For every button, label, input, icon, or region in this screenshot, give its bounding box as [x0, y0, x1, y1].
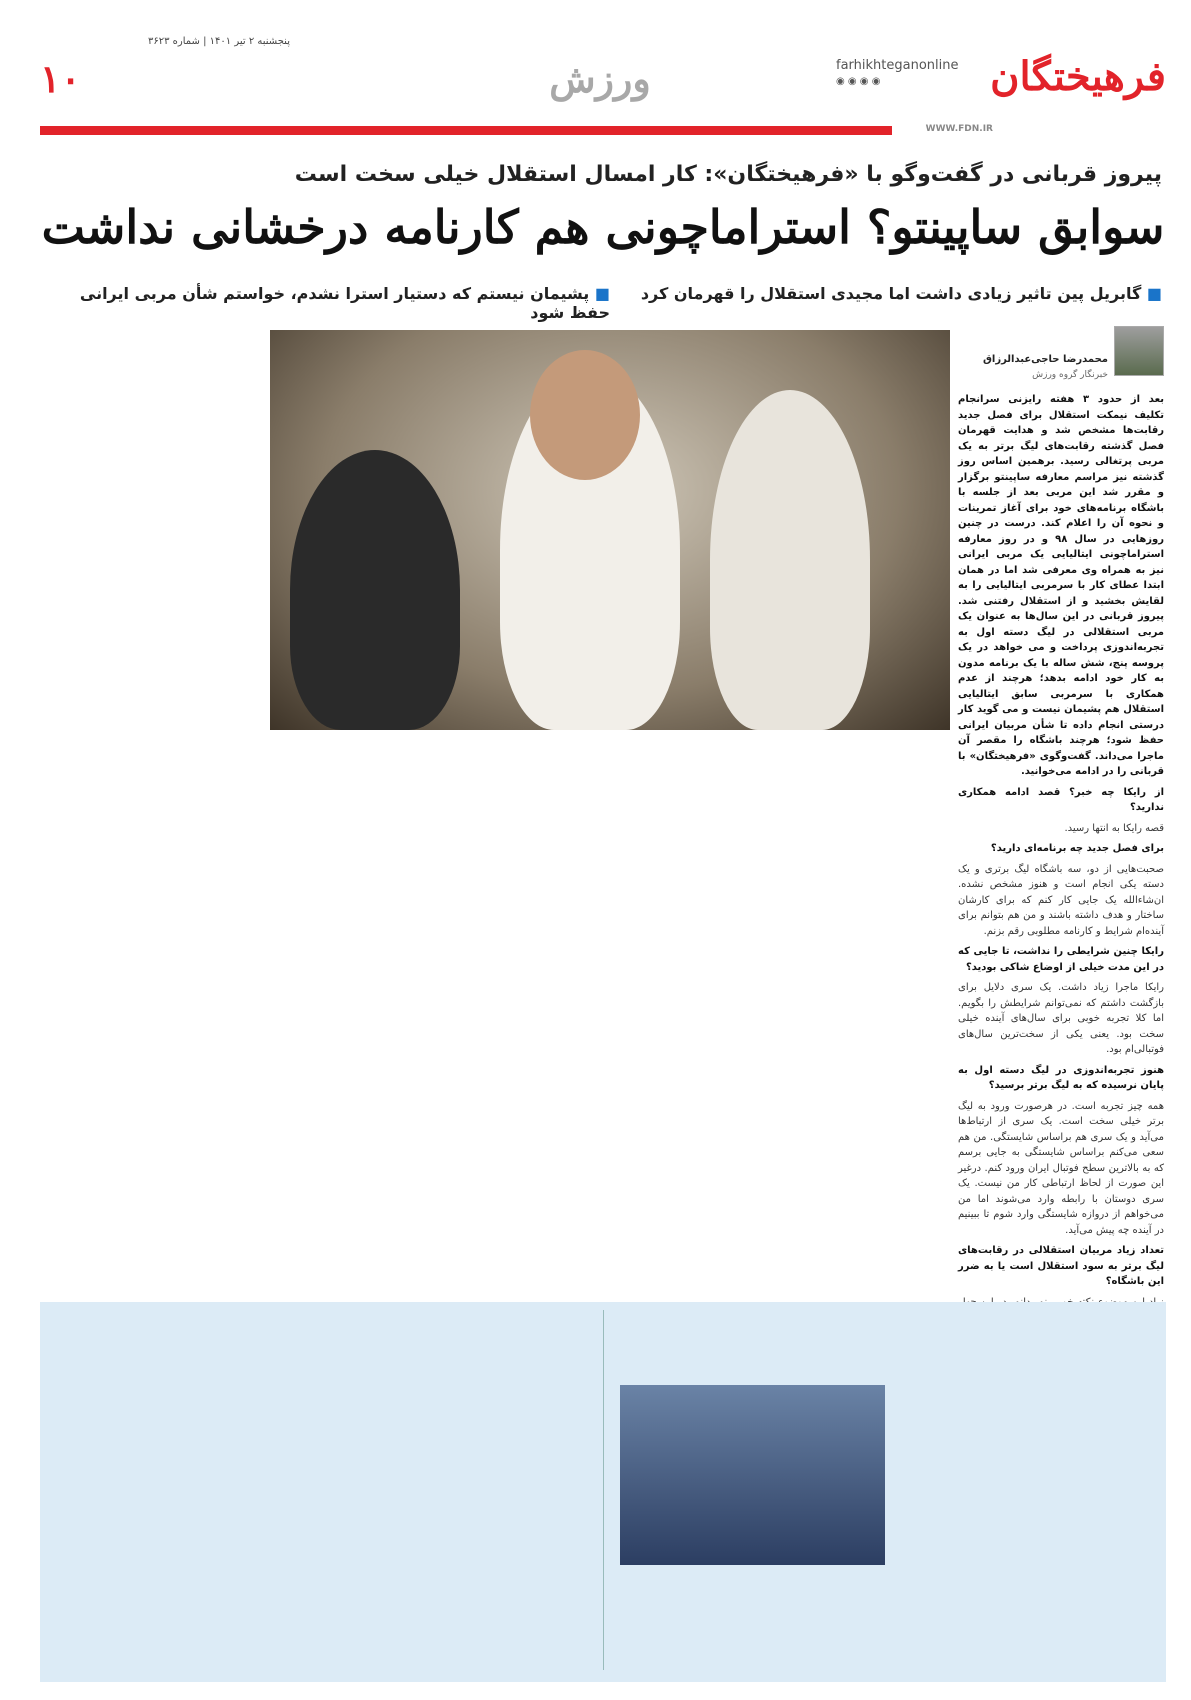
bullet-icon: ■ — [1141, 284, 1162, 303]
web-url: WWW.FDN.IR — [925, 124, 993, 134]
author-role: خبرنگار گروه ورزش — [1032, 370, 1108, 380]
lead-paragraph: بعد از حدود ۳ هفته رایزنی سرانجام تکلیف نیمکت استقلال برای فصل جدید رقابت‌ها مشخص شد و هدایت قهرمان فصل گذشته رقابت‌های لیگ برتر به یک مربی پرتغالی رسید. برهمین اساس روز گذشته نیز مراسم معارفه ساپینتو برگزار و مقرر شد این مربی بعد از جلسه با باشگاه برنامه‌های خود برای آغاز تمرینات و نحوه آن را اعلام کند. درست در چنین روزهایی در سال ۹۸ و در روز معارفه استراماچونی ایتالیایی یک مربی ایرانی نیز به همراه وی معرفی شد اما در همان ابتدا عطای کار با سرمربی ایتالیایی را به لقایش بخشید و از استقلال رفتنی شد. پیروز قربانی در این سال‌ها به عنوان یک مربی استقلالی در لیگ دسته اول به تجربه‌اندوزی پرداخت و می خواهد در یک پروسه پنج، شش ساله با یک برنامه مدون به کار خود ادامه بدهد؛ هرچند از عدم همکاری با سرمربی سابق ایتالیایی استقلال هم پشیمان نیست و می گوید کار درستی انجام داده تا شأن مربیان ایرانی حفظ شود؛ هرچند باشگاه را مقصر آن ماجرا می‌داند. گفت‌وگوی «فرهیختگان» با قربانی را در ادامه می‌خوانید. — [958, 394, 1164, 777]
page-number: ۱۰ — [40, 56, 81, 101]
photo-figure — [530, 350, 640, 480]
article-headline: سوابق ساپینتو؟ استراماچونی هم کارنامه درخشانی نداشت — [41, 200, 1165, 254]
question: از رایکا چه خبر؟ قصد ادامه همکاری ندارید؟ — [958, 786, 1164, 813]
main-photo — [270, 330, 950, 730]
answer: صحبت‌هایی از دو، سه باشگاه لیگ برتری و یک دسته یکی انجام است و هنوز مشخص نشده. ان‌شاءالله یک جایی کار کنم که برای کارشان ساختار و هدف داشته باشند و من هم بتوانم برای آینده‌ام شرایط و کارنامه مطلوبی رقم بزنم. — [958, 863, 1164, 937]
dateline: پنجشنبه ۲ تیر ۱۴۰۱ | شماره ۳۶۲۳ — [148, 36, 290, 47]
answer: همه چیز تجربه است. در هرصورت ورود به لیگ برتر خیلی سخت است. یک سری از ارتباط‌ها می‌آید و یک سری هم براساس شایستگی. من هم سعی می‌کنم براساس شایستگی به جایی برسم که به بالاترین سطح فوتبال ایران ورود کنم. درغیر این صورت از لحاظ ارتباطی کار من نیست. یک سری دوستان با رابطه وارد می‌شوند اما من می‌خواهم از دروازه شایستگی وارد شوم تا ببینیم در آینده چه پیش می‌آید. — [958, 1100, 1164, 1236]
author-photo — [1114, 326, 1164, 376]
photo-figure — [710, 390, 870, 730]
article-kicker: پیروز قربانی در گفت‌وگو با «فرهیختگان»: کار امسال استقلال خیلی سخت است — [294, 162, 1162, 187]
bottom-divider — [603, 1310, 604, 1670]
answer: رایکا ماجرا زیاد داشت. یک سری دلایل برای بازگشت داشتم که نمی‌توانم شرایطش را بگویم. اما کلا تجربه خوبی برای سال‌های آینده خیلی سخت بود. یعنی یکی از سخت‌ترین سال‌های فوتبالی‌ام بود. — [958, 982, 1164, 1055]
section-title: ورزش — [549, 56, 651, 101]
subheading-left-text: پشیمان نیستم که دستیار استرا نشدم، خواستم شأن مربی ایرانی حفظ شود — [79, 284, 610, 322]
logo-text: فرهیختگان — [990, 53, 1166, 100]
logo — [990, 52, 1166, 132]
bullet-icon: ■ — [589, 284, 610, 303]
subheading-left — [40, 284, 610, 322]
bottom-photo — [620, 1385, 885, 1565]
subheading-right — [620, 284, 1162, 303]
question: هنوز تجربه‌اندوزی در لیگ دسته اول به پایان نرسیده که به لیگ برتر برسید؟ — [958, 1064, 1164, 1091]
social-icons: ◉ ◉ ◉ ◉ — [836, 76, 881, 87]
question: رایکا چنین شرایطی را نداشت، تا جایی که در این مدت خیلی از اوضاع شاکی بودید؟ — [958, 946, 1164, 973]
answer: قصه رایکا به انتها رسید. — [1064, 822, 1164, 834]
header-rule — [40, 126, 892, 135]
question: تعداد زیاد مربیان استقلالی در رقابت‌های لیگ برتر به سود استقلال است یا به ضرر این باشگاه؟ — [958, 1245, 1164, 1287]
author-box — [958, 326, 1164, 386]
column-1 — [958, 392, 1164, 1297]
photo-figure — [290, 450, 460, 730]
author-name: محمدرضا حاجی‌عبدالرزاق — [982, 354, 1108, 365]
subheading-right-text: گابریل پین تاثیر زیادی داشت اما مجیدی استقلال را قهرمان کرد — [640, 284, 1142, 303]
site-name: farhikhteganonline — [836, 58, 959, 73]
question: برای فصل جدید چه برنامه‌ای دارید؟ — [990, 843, 1164, 854]
